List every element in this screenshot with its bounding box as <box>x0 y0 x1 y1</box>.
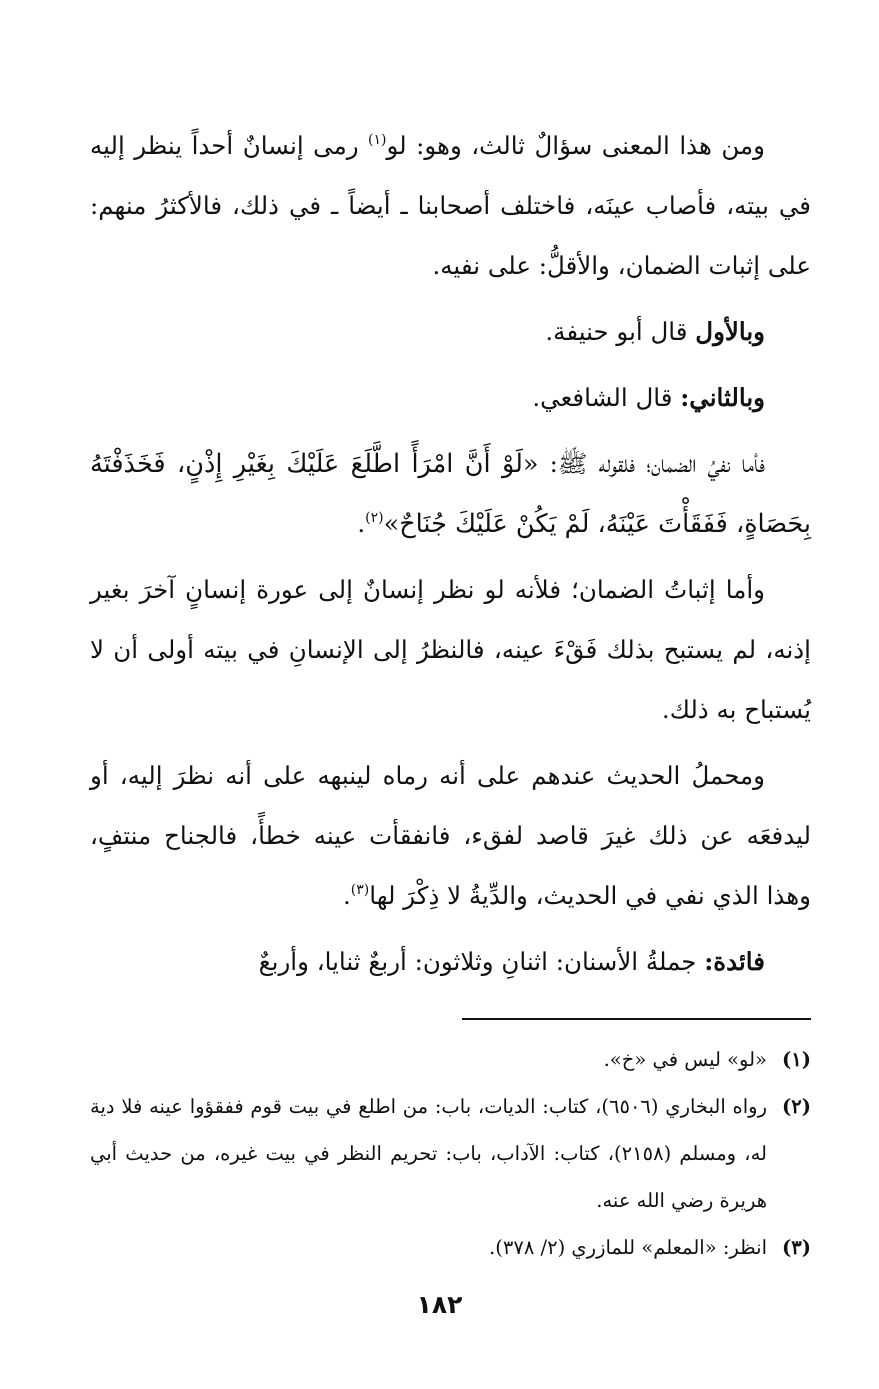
paragraph-question <box>90 116 811 296</box>
interpretation-end: . <box>343 881 351 910</box>
footnote-2 <box>90 1083 811 1224</box>
paragraph-benefit <box>90 932 811 992</box>
footnotes <box>90 1036 811 1271</box>
paragraph-second-opinion <box>90 368 811 428</box>
second-opinion-text: قال الشافعي. <box>532 383 681 412</box>
second-opinion-lead: وبالثاني: <box>680 383 765 412</box>
hadith-quote: «لَوْ أَنَّ امْرَأً اطَّلَعَ عَلَيْكَ بِغَيْرِ إِذْنٍ، فَخَذَفْتَهُ بِحَصَاةٍ، فَفَقَأْتَ عَيْنَهُ، لَمْ يَكُنْ عَلَيْكَ جُنَاحٌ» <box>90 449 811 539</box>
footnote-text: رواه البخاري (٦٥٠٦)، كتاب: الديات، باب: من اطلع في بيت قوم ففقؤوا عينه فلا دية له، ومسلم (٢١٥٨)، كتاب: الآداب، باب: تحريم النظر في بيت غيره، من حديث أبي هريرة رضي الله عنه. <box>90 1095 767 1212</box>
benefit-text: جملةُ الأسنان: اثنانِ وثلاثون: أربعٌ ثنايا، وأربعٌ <box>258 947 705 976</box>
first-opinion-text: قال أبو حنيفة. <box>545 317 696 346</box>
footnote-separator <box>462 1018 811 1020</box>
paragraph-hadith-interpretation <box>90 746 811 926</box>
footnote-ref-2: (٢) <box>365 510 384 526</box>
paragraph-first-opinion <box>90 302 811 362</box>
footnote-ref-1: (١) <box>368 132 387 148</box>
first-opinion-lead: وبالأول <box>695 317 765 346</box>
footnote-number: (٢) <box>782 1095 811 1118</box>
paragraph-question-text: ومن هذا المعنى سؤالٌ ثالث، وهو: لو <box>386 131 766 160</box>
footnote-1 <box>90 1036 811 1083</box>
page-number: ١٨٢ <box>416 1290 463 1319</box>
paragraph-negation-argument <box>90 434 811 554</box>
negation-end: . <box>357 509 366 538</box>
footnote-number: (٣) <box>782 1236 811 1259</box>
footnote-text: انظر: «المعلم» للمازري (٢/ ٣٧٨). <box>489 1236 767 1259</box>
paragraph-question-rest: رمى إنسانٌ أحداً ينظر إليه في بيته، فأصاب عينَه، فاختلف أصحابنا ـ أيضاً ـ في ذلك، فالأكثرُ منهم: على إثبات الضمان، والأقلُّ: على نفيه. <box>90 131 811 280</box>
footnote-ref-3: (٣) <box>350 882 370 898</box>
footnote-3 <box>90 1224 811 1271</box>
main-text <box>90 116 811 992</box>
negation-intro: فأما نفيُ الضمان؛ فلقوله ﷺ: <box>538 449 765 478</box>
interpretation-text: ومحملُ الحديث عندهم على أنه رماه لينبهه على أنه نظرَ إليه، أو ليدفعَه عن ذلك غيرَ قاصد لفقء، فانفقأت عينه خطأً، فالجناح منتفٍ، وهذا الذي نفي في الحديث، والدِّيةُ لا ذِكْرَ لها <box>90 761 811 910</box>
paragraph-affirmation-argument: وأما إثباتُ الضمان؛ فلأنه لو نظر إنسانٌ إلى عورة إنسانٍ آخرَ بغير إذنه، لم يستبح بذلك فَقْءَ عينه، فالنظرُ إلى الإنسانِ في بيته أولى أن لا يُستباح به ذلك. <box>90 575 811 724</box>
footnote-number: (١) <box>782 1048 811 1071</box>
footnote-text: «لو» ليس في «خ». <box>603 1048 767 1071</box>
benefit-lead: فائدة: <box>704 947 765 976</box>
